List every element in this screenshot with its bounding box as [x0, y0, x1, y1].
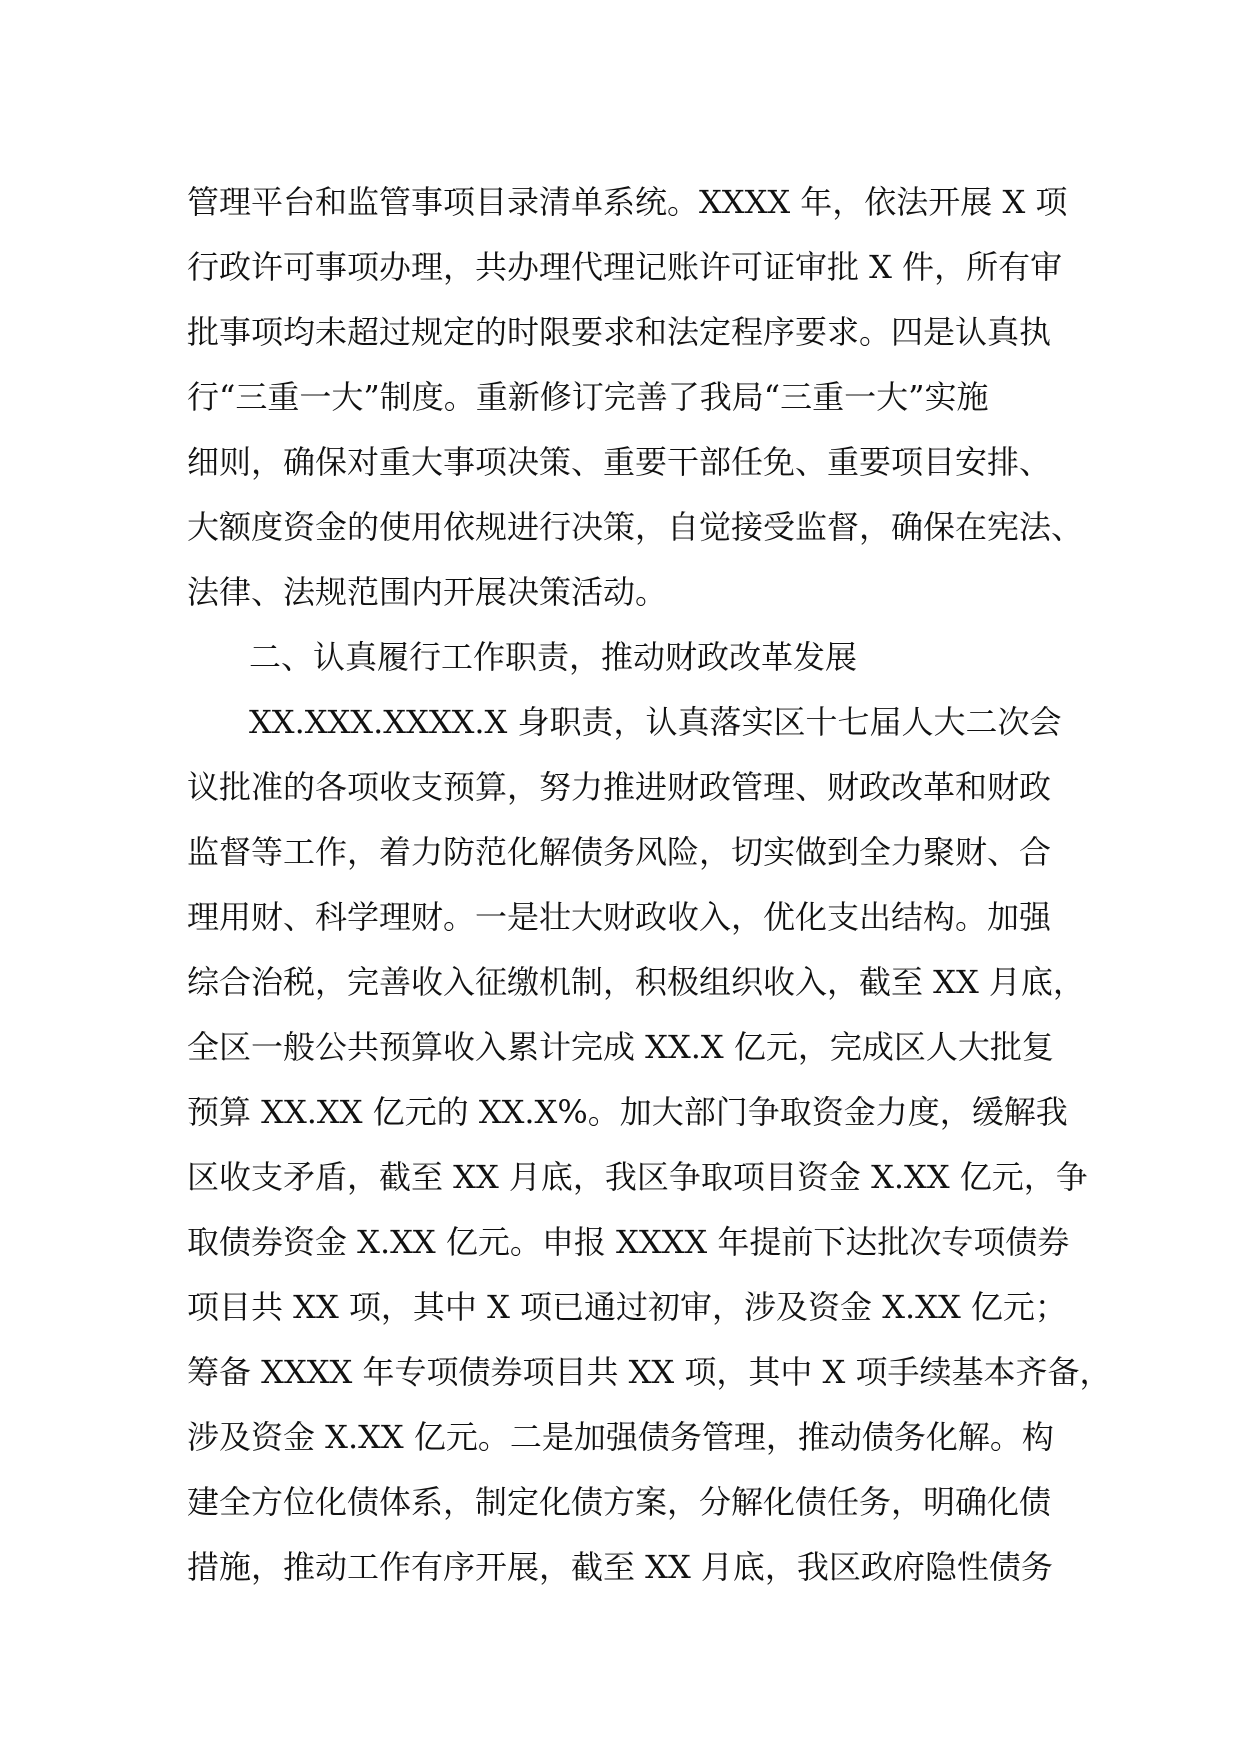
text-line: 取债券资金 X.XX 亿元。申报 XXXX 年提前下达批次专项债券	[187, 1223, 1070, 1261]
text-line: 综合治税，完善收入征缴机制，积极组织收入，截至 XX 月底，	[187, 963, 1085, 1001]
paragraph-first-line: XX.XXX.XXXX.X 身职责，认真落实区十七届人大二次会	[249, 703, 1062, 741]
text-line: 行“三重一大”制度。重新修订完善了我局“三重一大”实施	[187, 378, 989, 416]
text-line: 细则，确保对重大事项决策、重要干部任免、重要项目安排、	[187, 443, 1052, 481]
text-line: 建全方位化债体系，制定化债方案，分解化债任务，明确化债	[187, 1483, 1052, 1521]
text-line: 理用财、科学理财。一是壮大财政收入，优化支出结构。加强	[187, 898, 1052, 936]
text-line: 预算 XX.XX 亿元的 XX.X%。加大部门争取资金力度，缓解我	[187, 1093, 1068, 1131]
text-line: 区收支矛盾，截至 XX 月底，我区争取项目资金 X.XX 亿元，争	[187, 1158, 1088, 1196]
section-heading: 二、认真履行工作职责，推动财政改革发展	[249, 638, 858, 676]
text-line: 行政许可事项办理，共办理代理记账许可证审批 X 件，所有审	[187, 248, 1063, 286]
text-line: 涉及资金 X.XX 亿元。二是加强债务管理，推动债务化解。构	[187, 1418, 1054, 1456]
text-line: 批事项均未超过规定的时限要求和法定程序要求。四是认真执	[187, 313, 1052, 351]
body-text	[187, 170, 1112, 1600]
text-line: 全区一般公共预算收入累计完成 XX.X 亿元，完成区人大批复	[187, 1028, 1054, 1066]
text-line: 法律、法规范围内开展决策活动。	[187, 573, 668, 611]
text-line: 大额度资金的使用依规进行决策，自觉接受监督，确保在宪法、	[187, 508, 1084, 546]
text-line: 监督等工作，着力防范化解债务风险，切实做到全力聚财、合	[187, 833, 1052, 871]
text-line: 措施，推动工作有序开展，截至 XX 月底，我区政府隐性债务	[187, 1548, 1053, 1586]
text-line: 议批准的各项收支预算，努力推进财政管理、财政改革和财政	[187, 768, 1052, 806]
text-line: 项目共 XX 项，其中 X 项已通过初审，涉及资金 X.XX 亿元；	[187, 1288, 1067, 1326]
text-line: 管理平台和监管事项目录清单系统。XXXX 年，依法开展 X 项	[187, 183, 1068, 221]
text-line: 筹备 XXXX 年专项债券项目共 XX 项，其中 X 项手续基本齐备，	[187, 1353, 1112, 1391]
